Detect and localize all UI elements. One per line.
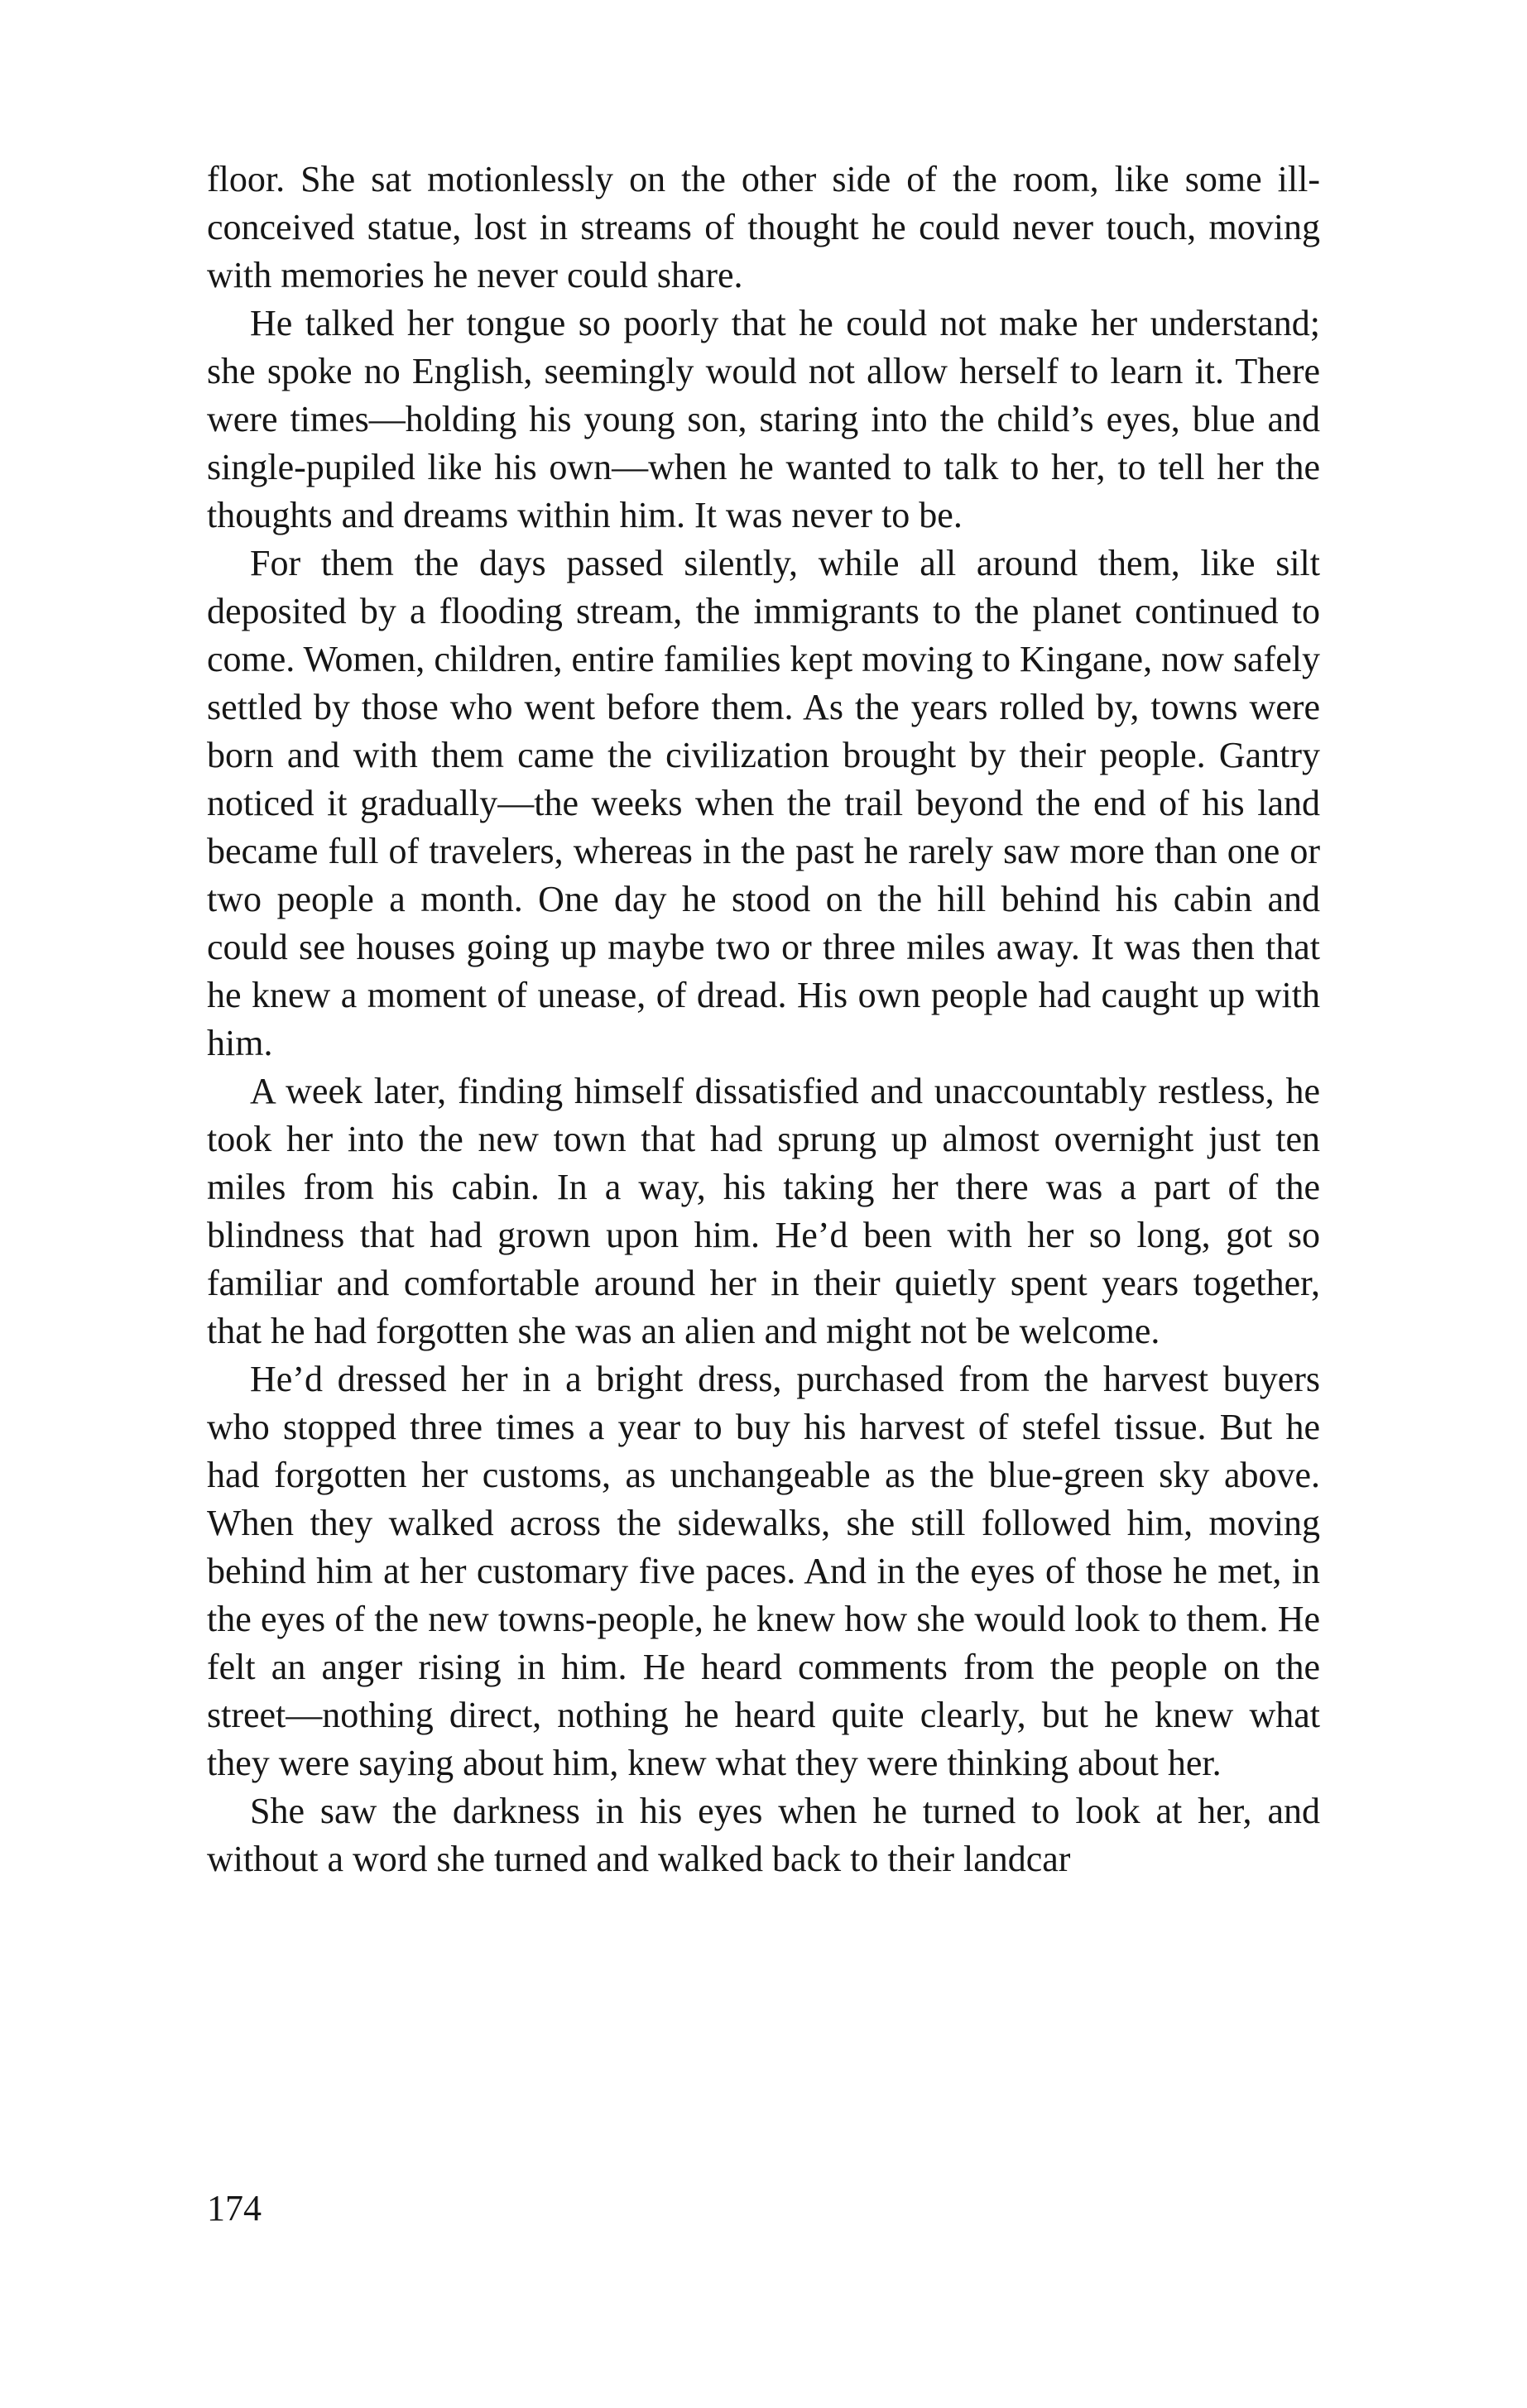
paragraph: He’d dressed her in a bright dress, purchased from the harvest buyers who stopped three times a year to buy his harvest of stefel tissue. But he had forgotten her customs, as unchangeable as the blue-green sky above. When they walked across the sidewalks, she still followed him, moving behind him at her customary five paces. And in the eyes of those he met, in the eyes of the new towns-people, he knew how she would look to them. He felt an anger rising in him. He heard comments from the people on the street—nothing direct, nothing he heard quite clearly, but he knew what they were saying about him, knew what they were thinking about her. (207, 1359, 1320, 1783)
paragraph-continued: floor. She sat motionlessly on the other side of the room, like some ill-conceived statue, lost in streams of thought he could never touch, moving with memories he never could share. (207, 159, 1320, 295)
paragraph: For them the days passed silently, while all around them, like silt deposited by a flooding stream, the immigrants to the planet continued to come. Women, children, entire families kept moving to Kingane, now safely settled by those who went before them. As the years rolled by, towns were born and with them came the civilization brought by their people. Gantry noticed it gradually—the weeks when the trail beyond the end of his land became full of travelers, whereas in the past he rarely saw more than one or two people a month. One day he stood on the hill behind his cabin and could see houses going up maybe two or three miles away. It was then that he knew a moment of unease, of dread. His own people had caught up with him. (207, 543, 1320, 1063)
paragraph: She saw the darkness in his eyes when he turned to look at her, and without a word she turned and walked back to their landcar (207, 1791, 1320, 1879)
paragraph: He talked her tongue so poorly that he could not make her understand; she spoke no English, seemingly would not allow herself to learn it. There were times—holding his young son, staring into the child’s eyes, blue and single-pupiled like his own—when he wanted to talk to her, to tell her the thoughts and dreams within him. It was never to be. (207, 303, 1320, 535)
page-number: 174 (207, 2188, 262, 2228)
body-text (207, 156, 1320, 1883)
paragraph: A week later, finding himself dissatisfied and unaccountably restless, he took her into the new town that had sprung up almost overnight just ten miles from his cabin. In a way, his taking her there was a part of the blindness that had grown upon him. He’d been with her so long, got so familiar and comfortable around her in their quietly spent years together, that he had forgotten she was an alien and might not be welcome. (207, 1071, 1320, 1351)
